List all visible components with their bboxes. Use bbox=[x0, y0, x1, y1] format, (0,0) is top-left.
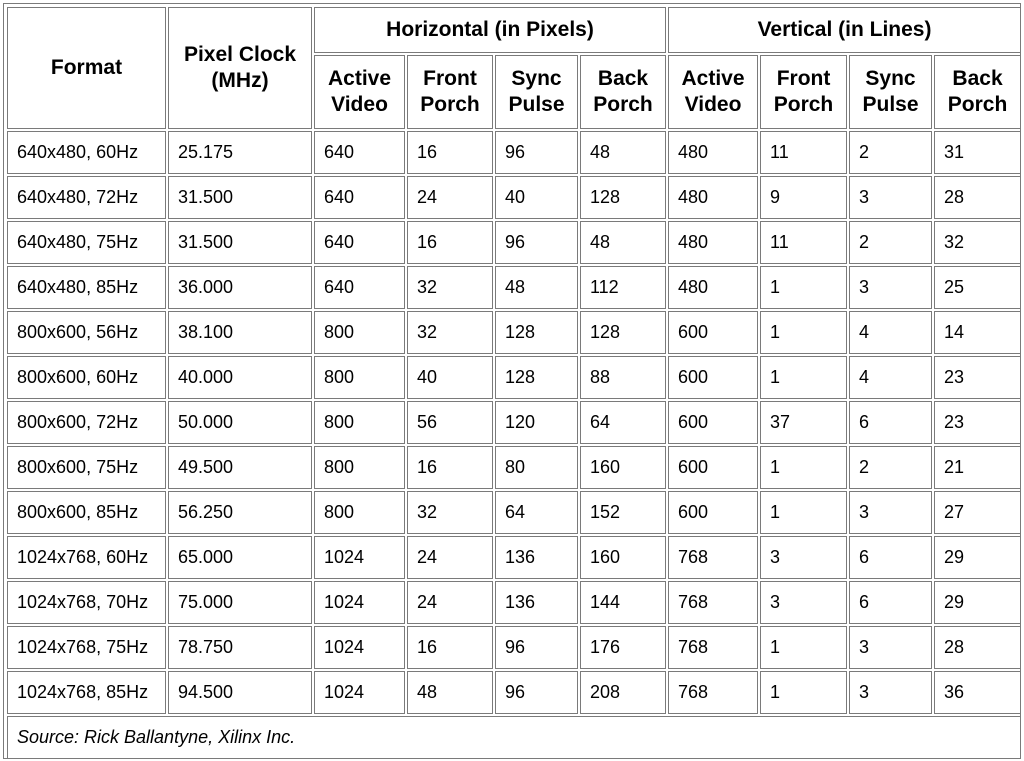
cell-pixel-clock: 49.500 bbox=[168, 446, 312, 489]
header-horizontal-back-porch bbox=[580, 55, 666, 129]
cell-v-sync-pulse: 6 bbox=[849, 401, 932, 444]
table-row bbox=[7, 626, 1021, 669]
cell-pixel-clock: 75.000 bbox=[168, 581, 312, 624]
cell-h-front-porch: 32 bbox=[407, 311, 493, 354]
cell-format: 1024x768, 85Hz bbox=[7, 671, 166, 714]
cell-v-active-video: 600 bbox=[668, 401, 758, 444]
cell-h-front-porch: 32 bbox=[407, 491, 493, 534]
cell-h-back-porch: 128 bbox=[580, 311, 666, 354]
cell-format: 1024x768, 75Hz bbox=[7, 626, 166, 669]
footer-row bbox=[7, 716, 1021, 759]
cell-h-front-porch: 56 bbox=[407, 401, 493, 444]
cell-v-back-porch: 36 bbox=[934, 671, 1021, 714]
header-subcolumn-line1: Front bbox=[776, 67, 831, 90]
header-vertical-sync-pulse bbox=[849, 55, 932, 129]
header-vertical-active-video bbox=[668, 55, 758, 129]
cell-pixel-clock: 31.500 bbox=[168, 176, 312, 219]
cell-h-sync-pulse: 136 bbox=[495, 581, 578, 624]
header-subcolumn-line2: Porch bbox=[420, 93, 480, 116]
header-subcolumn-line1: Active bbox=[327, 67, 392, 90]
cell-format: 640x480, 60Hz bbox=[7, 131, 166, 174]
cell-h-sync-pulse: 64 bbox=[495, 491, 578, 534]
cell-h-front-porch: 24 bbox=[407, 581, 493, 624]
cell-h-back-porch: 64 bbox=[580, 401, 666, 444]
header-pixel-clock-line2: (MHz) bbox=[211, 69, 269, 92]
cell-pixel-clock: 38.100 bbox=[168, 311, 312, 354]
header-pixel-clock bbox=[168, 7, 312, 129]
cell-h-sync-pulse: 80 bbox=[495, 446, 578, 489]
cell-h-back-porch: 48 bbox=[580, 131, 666, 174]
cell-format: 800x600, 60Hz bbox=[7, 356, 166, 399]
header-horizontal-group: Horizontal (in Pixels) bbox=[314, 7, 666, 53]
cell-v-sync-pulse: 2 bbox=[849, 131, 932, 174]
cell-v-back-porch: 31 bbox=[934, 131, 1021, 174]
cell-v-active-video: 768 bbox=[668, 671, 758, 714]
cell-h-active-video: 800 bbox=[314, 446, 405, 489]
cell-h-front-porch: 16 bbox=[407, 221, 493, 264]
cell-v-front-porch: 11 bbox=[760, 131, 847, 174]
cell-v-active-video: 480 bbox=[668, 221, 758, 264]
cell-h-back-porch: 160 bbox=[580, 536, 666, 579]
header-subcolumn-line2: Pulse bbox=[862, 93, 919, 116]
cell-v-active-video: 600 bbox=[668, 311, 758, 354]
cell-v-back-porch: 23 bbox=[934, 401, 1021, 444]
cell-v-back-porch: 28 bbox=[934, 626, 1021, 669]
cell-v-back-porch: 29 bbox=[934, 536, 1021, 579]
cell-v-front-porch: 1 bbox=[760, 446, 847, 489]
table-body bbox=[7, 131, 1021, 714]
table-row bbox=[7, 356, 1021, 399]
cell-format: 800x600, 75Hz bbox=[7, 446, 166, 489]
cell-h-front-porch: 24 bbox=[407, 176, 493, 219]
cell-v-front-porch: 37 bbox=[760, 401, 847, 444]
cell-h-front-porch: 16 bbox=[407, 131, 493, 174]
cell-v-back-porch: 14 bbox=[934, 311, 1021, 354]
header-horizontal-active-video bbox=[314, 55, 405, 129]
cell-v-active-video: 768 bbox=[668, 581, 758, 624]
cell-h-back-porch: 160 bbox=[580, 446, 666, 489]
cell-h-back-porch: 144 bbox=[580, 581, 666, 624]
cell-v-sync-pulse: 3 bbox=[849, 626, 932, 669]
cell-v-front-porch: 1 bbox=[760, 626, 847, 669]
cell-h-sync-pulse: 96 bbox=[495, 626, 578, 669]
cell-v-active-video: 480 bbox=[668, 131, 758, 174]
cell-pixel-clock: 65.000 bbox=[168, 536, 312, 579]
cell-pixel-clock: 50.000 bbox=[168, 401, 312, 444]
cell-h-back-porch: 152 bbox=[580, 491, 666, 534]
cell-h-sync-pulse: 96 bbox=[495, 131, 578, 174]
vga-timing-table bbox=[5, 5, 1023, 761]
cell-pixel-clock: 31.500 bbox=[168, 221, 312, 264]
cell-v-sync-pulse: 2 bbox=[849, 221, 932, 264]
cell-h-active-video: 1024 bbox=[314, 536, 405, 579]
cell-h-back-porch: 88 bbox=[580, 356, 666, 399]
cell-format: 640x480, 85Hz bbox=[7, 266, 166, 309]
header-vertical-group: Vertical (in Lines) bbox=[668, 7, 1021, 53]
header-subcolumn-line2: Pulse bbox=[508, 93, 565, 116]
cell-h-sync-pulse: 96 bbox=[495, 221, 578, 264]
cell-h-back-porch: 176 bbox=[580, 626, 666, 669]
cell-v-front-porch: 11 bbox=[760, 221, 847, 264]
cell-h-sync-pulse: 128 bbox=[495, 311, 578, 354]
header-format bbox=[7, 7, 166, 129]
cell-v-sync-pulse: 6 bbox=[849, 536, 932, 579]
source-note: Source: Rick Ballantyne, Xilinx Inc. bbox=[7, 716, 1021, 759]
table-row bbox=[7, 536, 1021, 579]
cell-pixel-clock: 36.000 bbox=[168, 266, 312, 309]
cell-pixel-clock: 25.175 bbox=[168, 131, 312, 174]
table-row bbox=[7, 266, 1021, 309]
header-subcolumn-line2: Video bbox=[331, 93, 388, 116]
cell-h-sync-pulse: 48 bbox=[495, 266, 578, 309]
cell-v-sync-pulse: 3 bbox=[849, 176, 932, 219]
cell-h-active-video: 640 bbox=[314, 221, 405, 264]
cell-h-sync-pulse: 128 bbox=[495, 356, 578, 399]
cell-h-front-porch: 16 bbox=[407, 446, 493, 489]
cell-v-sync-pulse: 2 bbox=[849, 446, 932, 489]
cell-h-sync-pulse: 40 bbox=[495, 176, 578, 219]
cell-format: 640x480, 75Hz bbox=[7, 221, 166, 264]
cell-v-sync-pulse: 3 bbox=[849, 266, 932, 309]
cell-h-sync-pulse: 120 bbox=[495, 401, 578, 444]
cell-v-sync-pulse: 3 bbox=[849, 671, 932, 714]
cell-h-active-video: 1024 bbox=[314, 626, 405, 669]
cell-format: 1024x768, 70Hz bbox=[7, 581, 166, 624]
cell-v-back-porch: 27 bbox=[934, 491, 1021, 534]
table-row bbox=[7, 671, 1021, 714]
cell-v-back-porch: 25 bbox=[934, 266, 1021, 309]
header-horizontal-front-porch bbox=[407, 55, 493, 129]
cell-v-front-porch: 3 bbox=[760, 581, 847, 624]
cell-v-front-porch: 1 bbox=[760, 266, 847, 309]
table-row bbox=[7, 581, 1021, 624]
cell-pixel-clock: 40.000 bbox=[168, 356, 312, 399]
cell-v-active-video: 480 bbox=[668, 176, 758, 219]
table-row bbox=[7, 131, 1021, 174]
cell-v-sync-pulse: 4 bbox=[849, 356, 932, 399]
cell-h-back-porch: 112 bbox=[580, 266, 666, 309]
table-row bbox=[7, 401, 1021, 444]
table-row bbox=[7, 176, 1021, 219]
cell-v-active-video: 480 bbox=[668, 266, 758, 309]
header-subcolumn-line2: Porch bbox=[947, 93, 1008, 116]
table-row bbox=[7, 221, 1021, 264]
header-horizontal-sync-pulse bbox=[495, 55, 578, 129]
header-row-groups bbox=[7, 7, 1021, 53]
cell-v-active-video: 600 bbox=[668, 356, 758, 399]
cell-pixel-clock: 94.500 bbox=[168, 671, 312, 714]
header-subcolumn-line2: Video bbox=[684, 93, 742, 116]
header-format-label: Format bbox=[50, 56, 123, 79]
header-vertical-front-porch bbox=[760, 55, 847, 129]
cell-pixel-clock: 56.250 bbox=[168, 491, 312, 534]
cell-v-back-porch: 23 bbox=[934, 356, 1021, 399]
header-subcolumn-line1: Back bbox=[597, 67, 649, 90]
header-pixel-clock-line1: Pixel Clock bbox=[183, 43, 297, 66]
cell-v-active-video: 768 bbox=[668, 626, 758, 669]
cell-h-active-video: 1024 bbox=[314, 581, 405, 624]
cell-h-back-porch: 48 bbox=[580, 221, 666, 264]
cell-v-front-porch: 1 bbox=[760, 311, 847, 354]
cell-v-sync-pulse: 4 bbox=[849, 311, 932, 354]
cell-v-active-video: 600 bbox=[668, 446, 758, 489]
cell-format: 1024x768, 60Hz bbox=[7, 536, 166, 579]
cell-v-front-porch: 1 bbox=[760, 356, 847, 399]
cell-h-active-video: 1024 bbox=[314, 671, 405, 714]
cell-v-back-porch: 32 bbox=[934, 221, 1021, 264]
cell-h-back-porch: 128 bbox=[580, 176, 666, 219]
cell-v-back-porch: 28 bbox=[934, 176, 1021, 219]
cell-h-front-porch: 40 bbox=[407, 356, 493, 399]
header-subcolumn-line1: Active bbox=[681, 67, 745, 90]
header-subcolumn-line1: Sync bbox=[511, 67, 562, 90]
cell-h-back-porch: 208 bbox=[580, 671, 666, 714]
cell-format: 800x600, 56Hz bbox=[7, 311, 166, 354]
header-subcolumn-line1: Back bbox=[952, 67, 1003, 90]
cell-h-active-video: 640 bbox=[314, 266, 405, 309]
cell-format: 800x600, 72Hz bbox=[7, 401, 166, 444]
cell-v-sync-pulse: 6 bbox=[849, 581, 932, 624]
cell-h-sync-pulse: 96 bbox=[495, 671, 578, 714]
cell-v-active-video: 600 bbox=[668, 491, 758, 534]
cell-pixel-clock: 78.750 bbox=[168, 626, 312, 669]
cell-h-front-porch: 16 bbox=[407, 626, 493, 669]
table-row bbox=[7, 491, 1021, 534]
cell-v-back-porch: 29 bbox=[934, 581, 1021, 624]
cell-h-front-porch: 32 bbox=[407, 266, 493, 309]
header-vertical-back-porch bbox=[934, 55, 1021, 129]
header-subcolumn-line2: Porch bbox=[773, 93, 834, 116]
cell-v-back-porch: 21 bbox=[934, 446, 1021, 489]
cell-v-front-porch: 3 bbox=[760, 536, 847, 579]
cell-format: 800x600, 85Hz bbox=[7, 491, 166, 534]
cell-h-active-video: 800 bbox=[314, 311, 405, 354]
cell-v-front-porch: 1 bbox=[760, 671, 847, 714]
cell-h-active-video: 800 bbox=[314, 401, 405, 444]
cell-format: 640x480, 72Hz bbox=[7, 176, 166, 219]
cell-v-front-porch: 1 bbox=[760, 491, 847, 534]
header-subcolumn-line1: Front bbox=[423, 67, 477, 90]
table-row bbox=[7, 311, 1021, 354]
cell-v-front-porch: 9 bbox=[760, 176, 847, 219]
cell-h-active-video: 800 bbox=[314, 356, 405, 399]
header-subcolumn-line1: Sync bbox=[865, 67, 916, 90]
table-row bbox=[7, 446, 1021, 489]
cell-h-active-video: 800 bbox=[314, 491, 405, 534]
cell-h-active-video: 640 bbox=[314, 176, 405, 219]
header-subcolumn-line2: Porch bbox=[593, 93, 653, 116]
cell-h-sync-pulse: 136 bbox=[495, 536, 578, 579]
cell-v-active-video: 768 bbox=[668, 536, 758, 579]
cell-h-front-porch: 24 bbox=[407, 536, 493, 579]
cell-h-front-porch: 48 bbox=[407, 671, 493, 714]
cell-h-active-video: 640 bbox=[314, 131, 405, 174]
cell-v-sync-pulse: 3 bbox=[849, 491, 932, 534]
